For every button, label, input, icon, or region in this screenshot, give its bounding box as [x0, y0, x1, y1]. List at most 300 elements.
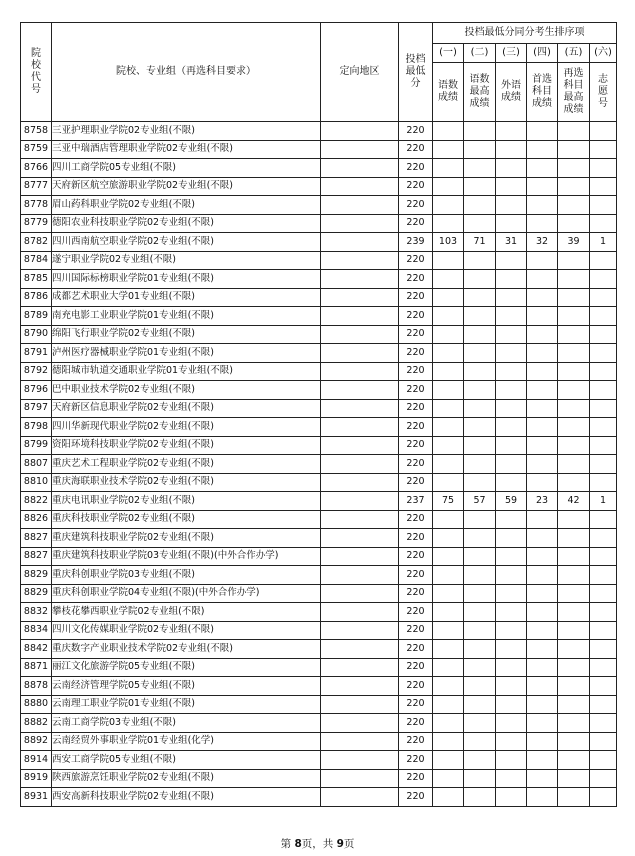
footer-middle: 页，共 — [301, 838, 334, 850]
cell-tie-3 — [496, 658, 527, 677]
cell-tie-1 — [433, 603, 464, 622]
header-code: 院校代号 — [21, 23, 52, 122]
cell-tie-2 — [464, 214, 496, 233]
cell-min-score: 220 — [399, 455, 433, 474]
cell-code: 8829 — [21, 584, 52, 603]
cell-tie-4 — [527, 159, 558, 178]
cell-tie-6 — [590, 159, 617, 178]
cell-code: 8758 — [21, 122, 52, 141]
cell-tie-3 — [496, 307, 527, 326]
cell-tie-5 — [558, 344, 590, 363]
cell-tie-4 — [527, 436, 558, 455]
table-row — [21, 344, 617, 363]
table-row — [21, 547, 617, 566]
header-tie-num-1: (一) — [433, 44, 464, 63]
cell-tie-2 — [464, 418, 496, 437]
cell-tie-3 — [496, 325, 527, 344]
cell-tie-6 — [590, 640, 617, 659]
cell-tie-3 — [496, 547, 527, 566]
cell-tie-4 — [527, 566, 558, 585]
cell-name: 重庆电讯职业学院02专业组(不限) — [52, 492, 321, 511]
cell-tie-5 — [558, 436, 590, 455]
cell-tie-6 — [590, 566, 617, 585]
table-header — [21, 23, 617, 122]
header-tie-num-3: (三) — [496, 44, 527, 63]
cell-tie-2 — [464, 473, 496, 492]
cell-min-score: 220 — [399, 436, 433, 455]
cell-code: 8792 — [21, 362, 52, 381]
cell-code: 8799 — [21, 436, 52, 455]
cell-code: 8777 — [21, 177, 52, 196]
cell-code: 8789 — [21, 307, 52, 326]
cell-tie-3 — [496, 510, 527, 529]
cell-tie-1 — [433, 510, 464, 529]
cell-code: 8878 — [21, 677, 52, 696]
cell-tie-4 — [527, 732, 558, 751]
cell-tie-2 — [464, 751, 496, 770]
cell-tie-3 — [496, 362, 527, 381]
cell-tie-2 — [464, 714, 496, 733]
cell-tie-1 — [433, 658, 464, 677]
cell-name: 四川华新现代职业学院02专业组(不限) — [52, 418, 321, 437]
cell-name: 丽江文化旅游学院05专业组(不限) — [52, 658, 321, 677]
cell-tie-2 — [464, 658, 496, 677]
cell-tie-5 — [558, 566, 590, 585]
cell-tie-5 — [558, 399, 590, 418]
cell-region — [321, 473, 399, 492]
cell-code: 8832 — [21, 603, 52, 622]
cell-tie-3 — [496, 603, 527, 622]
table-row — [21, 270, 617, 289]
cell-tie-3 — [496, 714, 527, 733]
cell-region — [321, 436, 399, 455]
cell-code: 8785 — [21, 270, 52, 289]
table-row — [21, 436, 617, 455]
cell-tie-5 — [558, 714, 590, 733]
cell-tie-3 — [496, 214, 527, 233]
cell-tie-2 — [464, 510, 496, 529]
cell-tie-2 — [464, 362, 496, 381]
table-row — [21, 732, 617, 751]
cell-tie-1 — [433, 381, 464, 400]
cell-tie-2 — [464, 177, 496, 196]
cell-tie-1 — [433, 584, 464, 603]
cell-name: 德阳农业科技职业学院02专业组(不限) — [52, 214, 321, 233]
cell-name: 眉山药科职业学院02专业组(不限) — [52, 196, 321, 215]
cell-code: 8842 — [21, 640, 52, 659]
cell-min-score: 220 — [399, 769, 433, 788]
cell-tie-1: 103 — [433, 233, 464, 252]
table-row — [21, 362, 617, 381]
cell-tie-6 — [590, 658, 617, 677]
cell-tie-6 — [590, 214, 617, 233]
cell-region — [321, 307, 399, 326]
cell-tie-2 — [464, 677, 496, 696]
cell-min-score: 220 — [399, 714, 433, 733]
table-row — [21, 381, 617, 400]
table-row — [21, 399, 617, 418]
cell-region — [321, 288, 399, 307]
cell-region — [321, 196, 399, 215]
cell-code: 8779 — [21, 214, 52, 233]
header-tie-label-2: 语数最高成绩 — [464, 63, 496, 122]
cell-region — [321, 547, 399, 566]
cell-tie-3 — [496, 344, 527, 363]
cell-min-score: 220 — [399, 418, 433, 437]
cell-tie-4 — [527, 270, 558, 289]
cell-tie-2 — [464, 566, 496, 585]
cell-name: 重庆科创职业学院03专业组(不限) — [52, 566, 321, 585]
cell-name: 云南经济管理学院05专业组(不限) — [52, 677, 321, 696]
cell-tie-6 — [590, 381, 617, 400]
cell-tie-5 — [558, 658, 590, 677]
cell-code: 8892 — [21, 732, 52, 751]
cell-tie-5 — [558, 769, 590, 788]
cell-region — [321, 455, 399, 474]
cell-tie-2 — [464, 695, 496, 714]
cell-name: 德阳城市轨道交通职业学院01专业组(不限) — [52, 362, 321, 381]
cell-tie-6 — [590, 140, 617, 159]
cell-tie-1: 75 — [433, 492, 464, 511]
cell-tie-3 — [496, 640, 527, 659]
cell-tie-3 — [496, 399, 527, 418]
cell-code: 8810 — [21, 473, 52, 492]
cell-tie-6 — [590, 751, 617, 770]
cell-min-score: 220 — [399, 473, 433, 492]
table-row — [21, 159, 617, 178]
cell-tie-5 — [558, 695, 590, 714]
cell-tie-3 — [496, 695, 527, 714]
cell-tie-4 — [527, 751, 558, 770]
cell-tie-1 — [433, 751, 464, 770]
cell-name: 重庆数字产业职业技术学院02专业组(不限) — [52, 640, 321, 659]
cell-tie-3 — [496, 584, 527, 603]
cell-tie-6 — [590, 307, 617, 326]
cell-min-score: 220 — [399, 381, 433, 400]
cell-tie-1 — [433, 640, 464, 659]
cell-code: 8790 — [21, 325, 52, 344]
cell-name: 四川国际标榜职业学院01专业组(不限) — [52, 270, 321, 289]
cell-min-score: 220 — [399, 344, 433, 363]
cell-tie-6 — [590, 325, 617, 344]
cell-name: 云南经贸外事职业学院01专业组(化学) — [52, 732, 321, 751]
cell-name: 重庆建筑科技职业学院02专业组(不限) — [52, 529, 321, 548]
cell-tie-4 — [527, 381, 558, 400]
cell-tie-1 — [433, 788, 464, 807]
cell-region — [321, 566, 399, 585]
cell-code: 8914 — [21, 751, 52, 770]
cell-tie-1 — [433, 344, 464, 363]
cell-tie-1 — [433, 196, 464, 215]
cell-tie-4 — [527, 307, 558, 326]
cell-min-score: 220 — [399, 159, 433, 178]
cell-code: 8791 — [21, 344, 52, 363]
cell-tie-4 — [527, 714, 558, 733]
cell-tie-4 — [527, 547, 558, 566]
cell-tie-1 — [433, 122, 464, 141]
cell-name: 三亚护理职业学院02专业组(不限) — [52, 122, 321, 141]
cell-code: 8766 — [21, 159, 52, 178]
cell-region — [321, 122, 399, 141]
cell-tie-3 — [496, 566, 527, 585]
cell-tie-6 — [590, 251, 617, 270]
cell-tie-2 — [464, 251, 496, 270]
cell-tie-6 — [590, 288, 617, 307]
cell-code: 8880 — [21, 695, 52, 714]
cell-tie-6 — [590, 621, 617, 640]
cell-code: 8796 — [21, 381, 52, 400]
header-tie-num-4: (四) — [527, 44, 558, 63]
cell-name: 天府新区航空旅游职业学院02专业组(不限) — [52, 177, 321, 196]
cell-tie-3 — [496, 473, 527, 492]
cell-code: 8798 — [21, 418, 52, 437]
cell-tie-5 — [558, 418, 590, 437]
cell-name: 重庆建筑科技职业学院03专业组(不限)(中外合作办学) — [52, 547, 321, 566]
cell-tie-3 — [496, 455, 527, 474]
cell-name: 四川文化传媒职业学院02专业组(不限) — [52, 621, 321, 640]
page-footer — [0, 836, 635, 851]
cell-tie-5 — [558, 288, 590, 307]
cell-tie-3 — [496, 621, 527, 640]
cell-tie-3 — [496, 418, 527, 437]
cell-tie-1 — [433, 177, 464, 196]
cell-tie-1 — [433, 325, 464, 344]
cell-tie-2 — [464, 307, 496, 326]
cell-region — [321, 788, 399, 807]
cell-tie-4 — [527, 455, 558, 474]
cell-tie-1 — [433, 473, 464, 492]
cell-tie-2 — [464, 584, 496, 603]
cell-tie-4 — [527, 658, 558, 677]
cell-tie-6 — [590, 714, 617, 733]
cell-tie-4 — [527, 418, 558, 437]
cell-tie-1 — [433, 307, 464, 326]
cell-tie-3 — [496, 677, 527, 696]
cell-code: 8784 — [21, 251, 52, 270]
cell-code: 8827 — [21, 529, 52, 548]
cell-tie-1 — [433, 621, 464, 640]
cell-tie-3 — [496, 436, 527, 455]
cell-tie-2 — [464, 325, 496, 344]
cell-tie-6 — [590, 455, 617, 474]
cell-tie-6 — [590, 584, 617, 603]
cell-tie-5 — [558, 640, 590, 659]
cell-tie-5 — [558, 122, 590, 141]
cell-min-score: 220 — [399, 140, 433, 159]
cell-tie-3 — [496, 751, 527, 770]
cell-tie-6 — [590, 695, 617, 714]
cell-tie-5 — [558, 677, 590, 696]
cell-tie-1 — [433, 547, 464, 566]
cell-tie-5 — [558, 362, 590, 381]
cell-min-score: 220 — [399, 677, 433, 696]
table-row — [21, 751, 617, 770]
cell-tie-3 — [496, 381, 527, 400]
cell-tie-1 — [433, 140, 464, 159]
cell-tie-6 — [590, 436, 617, 455]
cell-tie-3: 59 — [496, 492, 527, 511]
cell-tie-1 — [433, 270, 464, 289]
cell-min-score: 220 — [399, 658, 433, 677]
admission-table — [20, 22, 617, 807]
cell-tie-1 — [433, 732, 464, 751]
cell-tie-1 — [433, 695, 464, 714]
cell-tie-4 — [527, 584, 558, 603]
cell-region — [321, 732, 399, 751]
cell-tie-2 — [464, 436, 496, 455]
cell-tie-2 — [464, 732, 496, 751]
cell-region — [321, 251, 399, 270]
cell-tie-1 — [433, 714, 464, 733]
cell-min-score: 220 — [399, 603, 433, 622]
header-tie-label-6: 志愿号 — [590, 63, 617, 122]
cell-name: 西安高新科技职业学院02专业组(不限) — [52, 788, 321, 807]
cell-tie-4 — [527, 677, 558, 696]
cell-code: 8797 — [21, 399, 52, 418]
table-row — [21, 640, 617, 659]
table-row — [21, 473, 617, 492]
cell-region — [321, 769, 399, 788]
cell-tie-3 — [496, 529, 527, 548]
cell-code: 8827 — [21, 547, 52, 566]
header-tie-label-3: 外语成绩 — [496, 63, 527, 122]
cell-tie-5 — [558, 177, 590, 196]
cell-tie-2 — [464, 603, 496, 622]
table-row — [21, 140, 617, 159]
cell-min-score: 220 — [399, 122, 433, 141]
header-tie-num-5: (五) — [558, 44, 590, 63]
cell-region — [321, 325, 399, 344]
cell-tie-1 — [433, 529, 464, 548]
cell-tie-5 — [558, 251, 590, 270]
cell-tie-2 — [464, 122, 496, 141]
cell-code: 8834 — [21, 621, 52, 640]
cell-min-score: 220 — [399, 788, 433, 807]
table-row — [21, 584, 617, 603]
cell-tie-2: 57 — [464, 492, 496, 511]
cell-tie-5 — [558, 381, 590, 400]
cell-min-score: 220 — [399, 288, 433, 307]
cell-tie-4 — [527, 325, 558, 344]
footer-total-pages: 9 — [336, 838, 344, 850]
cell-tie-1 — [433, 677, 464, 696]
cell-tie-4 — [527, 344, 558, 363]
cell-tie-6 — [590, 603, 617, 622]
cell-name: 绵阳飞行职业学院02专业组(不限) — [52, 325, 321, 344]
cell-tie-3 — [496, 769, 527, 788]
cell-min-score: 220 — [399, 196, 433, 215]
cell-name: 云南工商学院03专业组(不限) — [52, 714, 321, 733]
cell-tie-3 — [496, 196, 527, 215]
cell-tie-6 — [590, 769, 617, 788]
cell-min-score: 220 — [399, 566, 433, 585]
cell-tie-5 — [558, 307, 590, 326]
cell-tie-6 — [590, 529, 617, 548]
cell-name: 资阳环境科技职业学院02专业组(不限) — [52, 436, 321, 455]
cell-min-score: 220 — [399, 177, 433, 196]
cell-region — [321, 751, 399, 770]
cell-region — [321, 177, 399, 196]
cell-tie-6 — [590, 122, 617, 141]
cell-tie-5 — [558, 473, 590, 492]
cell-min-score: 237 — [399, 492, 433, 511]
cell-region — [321, 381, 399, 400]
cell-tie-4 — [527, 362, 558, 381]
cell-tie-6 — [590, 677, 617, 696]
table-row — [21, 621, 617, 640]
table-row — [21, 603, 617, 622]
cell-tie-6: 1 — [590, 233, 617, 252]
header-min-score: 投档最低分 — [399, 23, 433, 122]
cell-name: 遂宁职业学院02专业组(不限) — [52, 251, 321, 270]
cell-tie-4 — [527, 251, 558, 270]
cell-min-score: 220 — [399, 584, 433, 603]
cell-code: 8782 — [21, 233, 52, 252]
cell-min-score: 220 — [399, 270, 433, 289]
cell-min-score: 220 — [399, 510, 433, 529]
cell-code: 8919 — [21, 769, 52, 788]
cell-tie-3 — [496, 270, 527, 289]
cell-tie-5 — [558, 140, 590, 159]
cell-min-score: 239 — [399, 233, 433, 252]
cell-name: 重庆海联职业技术学院02专业组(不限) — [52, 473, 321, 492]
table-row — [21, 658, 617, 677]
cell-tie-1 — [433, 159, 464, 178]
table-row — [21, 288, 617, 307]
cell-region — [321, 159, 399, 178]
cell-code: 8871 — [21, 658, 52, 677]
cell-region — [321, 233, 399, 252]
cell-code: 8829 — [21, 566, 52, 585]
table-row — [21, 177, 617, 196]
cell-region — [321, 344, 399, 363]
cell-tie-2 — [464, 196, 496, 215]
header-tie-num-2: (二) — [464, 44, 496, 63]
cell-tie-4 — [527, 529, 558, 548]
cell-tie-3 — [496, 788, 527, 807]
footer-page-number: 8 — [294, 838, 302, 850]
cell-name: 陕西旅游烹饪职业学院02专业组(不限) — [52, 769, 321, 788]
cell-min-score: 220 — [399, 307, 433, 326]
cell-tie-5 — [558, 788, 590, 807]
cell-name: 三亚中瑞酒店管理职业学院02专业组(不限) — [52, 140, 321, 159]
footer-suffix: 页 — [343, 838, 355, 850]
cell-min-score: 220 — [399, 547, 433, 566]
cell-min-score: 220 — [399, 251, 433, 270]
cell-region — [321, 270, 399, 289]
table-row — [21, 769, 617, 788]
table-row — [21, 510, 617, 529]
cell-tie-5 — [558, 621, 590, 640]
cell-tie-1 — [433, 418, 464, 437]
cell-tie-6 — [590, 362, 617, 381]
table-row — [21, 196, 617, 215]
cell-min-score: 220 — [399, 732, 433, 751]
footer-prefix: 第 — [280, 838, 292, 850]
cell-name: 成都艺术职业大学01专业组(不限) — [52, 288, 321, 307]
table-row — [21, 122, 617, 141]
cell-tie-6 — [590, 196, 617, 215]
cell-tie-1 — [433, 769, 464, 788]
cell-tie-5 — [558, 214, 590, 233]
header-name: 院校、专业组（再选科目要求） — [52, 23, 321, 122]
cell-name: 天府新区信息职业学院02专业组(不限) — [52, 399, 321, 418]
cell-tie-2 — [464, 270, 496, 289]
cell-tie-4 — [527, 196, 558, 215]
cell-tie-1 — [433, 288, 464, 307]
cell-min-score: 220 — [399, 751, 433, 770]
cell-tie-2 — [464, 640, 496, 659]
